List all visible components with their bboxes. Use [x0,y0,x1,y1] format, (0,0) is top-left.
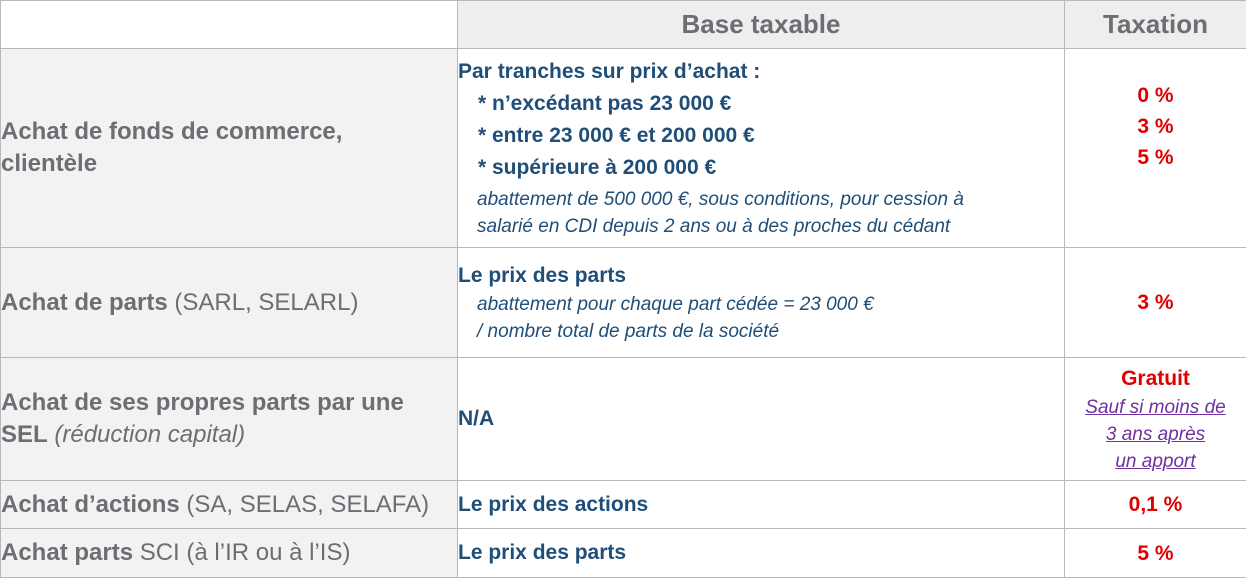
row-propres-parts [1,358,1246,481]
base-title: Le prix des actions [458,493,1064,517]
base-title: N/A [458,407,1064,431]
note-line-1: abattement pour chaque part cédée = 23 000 € [458,291,1064,318]
row-parts [1,248,1246,358]
base-cell [458,358,1065,481]
base-cell [458,481,1065,529]
row-label-main: Achat d’actions [1,491,180,518]
row-label [1,481,458,529]
row-label [1,529,458,578]
base-cell [458,248,1065,358]
tax-cell [1065,529,1246,578]
condition-line-1[interactable]: Sauf si moins de [1065,394,1246,421]
rate: 5 % [1065,538,1246,569]
rate-1: 0 % [1065,80,1246,111]
note-line-2: salarié en CDI depuis 2 ans ou à des proches du cédant [458,213,1064,240]
tax-cell [1065,481,1246,529]
row-label-second: clientèle [1,150,97,177]
tier-2: * entre 23 000 € et 200 000 € [458,120,1064,152]
row-label-main: Achat parts [1,539,133,566]
row-fonds-de-commerce [1,49,1246,248]
base-cell [458,49,1065,248]
base-title: Le prix des parts [458,260,1064,291]
tier-3: * supérieure à 200 000 € [458,152,1064,184]
base-cell [458,529,1065,578]
row-label-main: Achat de ses propres parts par une [1,389,404,416]
row-label-detail: (SARL, SELARL) [168,289,359,316]
tax-cell [1065,49,1246,248]
note-line-2: / nombre total de parts de la société [458,318,1064,345]
note-line-1: abattement de 500 000 €, sous conditions, pour cession à [458,186,1064,213]
row-label-detail: SCI (à l’IR ou à l’IS) [133,539,350,566]
header-taxation: Taxation [1065,1,1246,49]
header-base-taxable: Base taxable [458,1,1065,49]
row-label [1,358,458,481]
row-actions [1,481,1246,529]
base-title: Le prix des parts [458,541,1064,565]
row-label-main: Achat de parts [1,289,168,316]
rate: 0,1 % [1065,489,1246,520]
header-corner [1,1,458,49]
condition-line-2[interactable]: 3 ans après [1065,421,1246,448]
header-row [1,1,1246,49]
row-label [1,248,458,358]
tax-cell [1065,248,1246,358]
row-label-italic: (réduction capital) [48,421,245,448]
condition-line-3[interactable]: un apport [1065,448,1246,475]
rate-3: 5 % [1065,142,1246,173]
base-title: Par tranches sur prix d’achat : [458,56,1064,88]
rate: 3 % [1065,287,1246,318]
rate-2: 3 % [1065,111,1246,142]
row-label-detail: (SA, SELAS, SELAFA) [180,491,429,518]
row-label [1,49,458,248]
row-label-second: SEL [1,421,48,448]
rate: Gratuit [1065,363,1246,394]
row-parts-sci [1,529,1246,578]
tax-cell [1065,358,1246,481]
tier-1: * n’excédant pas 23 000 € [458,88,1064,120]
row-label-main: Achat de fonds de commerce, [1,118,342,145]
